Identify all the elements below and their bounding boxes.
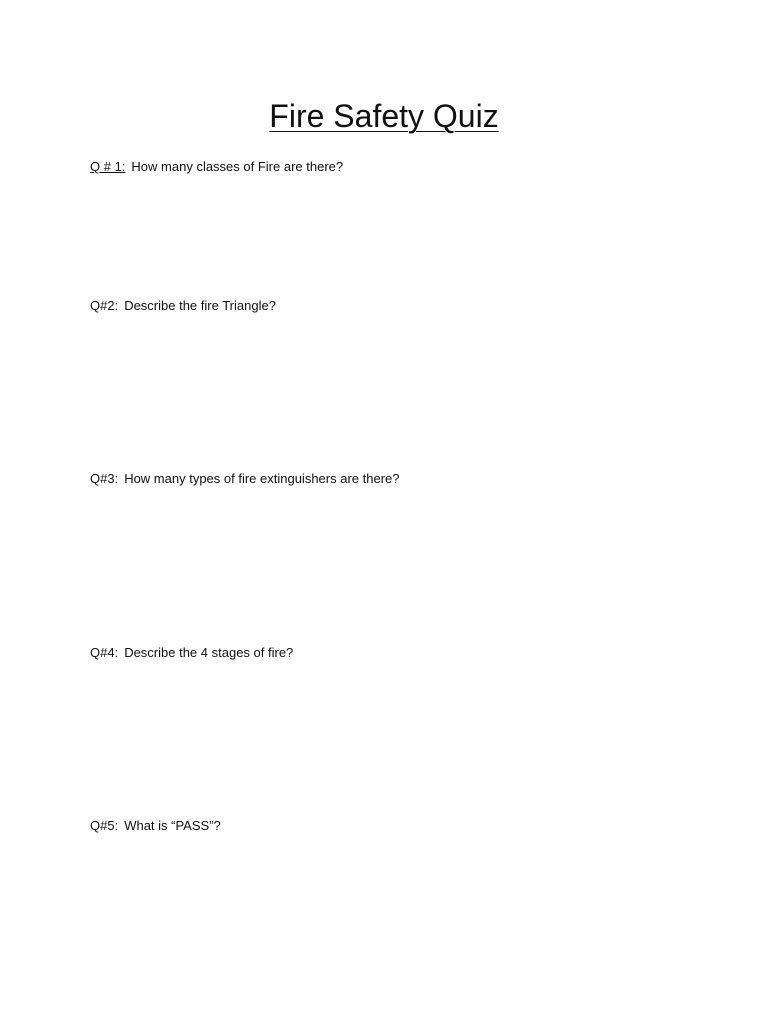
- question-text: How many classes of Fire are there?: [131, 159, 344, 174]
- question-label: Q#4:: [90, 645, 119, 660]
- question-2: [90, 297, 276, 315]
- question-text: Describe the 4 stages of fire?: [124, 645, 294, 660]
- question-3: [90, 470, 400, 488]
- question-4: [90, 644, 293, 662]
- question-text: What is “PASS”?: [124, 818, 221, 833]
- question-1: [90, 158, 343, 176]
- question-5: [90, 817, 221, 835]
- question-label: Q#2:: [90, 298, 119, 313]
- page-title: Fire Safety Quiz: [269, 98, 499, 134]
- question-label: Q#5:: [90, 818, 119, 833]
- question-text: Describe the fire Triangle?: [124, 298, 276, 313]
- question-label: Q # 1:: [90, 159, 126, 174]
- question-label: Q#3:: [90, 471, 119, 486]
- question-text: How many types of fire extinguishers are there?: [124, 471, 400, 486]
